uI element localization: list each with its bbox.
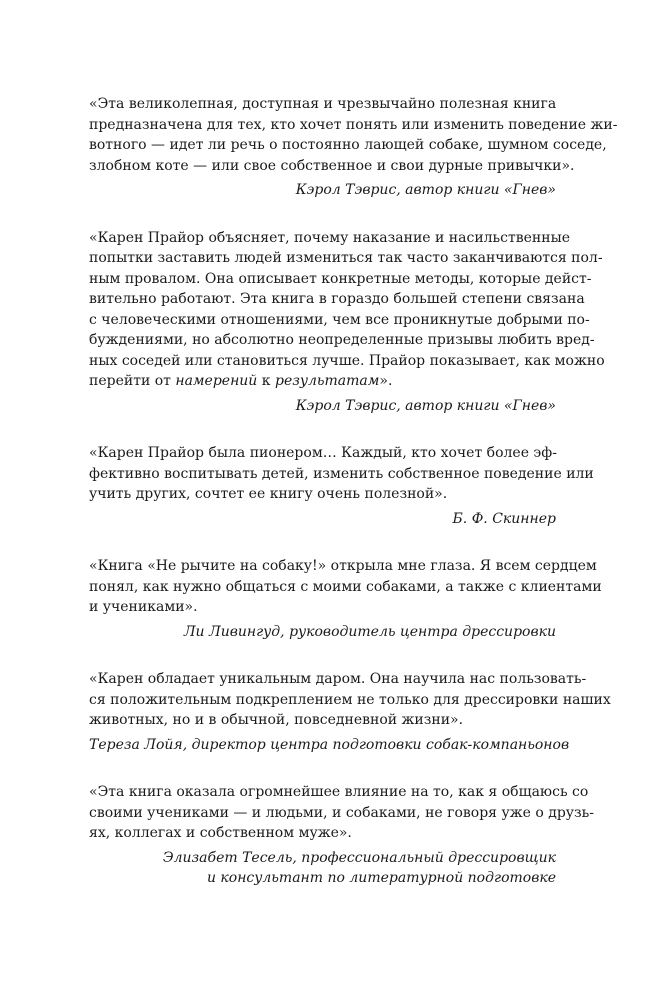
quote-line: «Эта великолепная, доступная и чрезвычайно полезная книга	[89, 96, 557, 112]
quote-line: вительно работают. Эта книга в гораздо большей степени связана	[89, 291, 585, 307]
quote-line: ным провалом. Она описывает конкретные методы, которые дейст-	[89, 270, 592, 287]
quote-block	[89, 228, 605, 417]
quote-line: животных, но и в обычной, повседневной жизни».	[89, 712, 464, 728]
quote-line: своими учениками — и людьми, и собаками, не говоря уже о друзь-	[89, 804, 595, 821]
quote-text	[89, 556, 602, 618]
quote-line: «Эта книга оказала огромнейшее влияние на то, как я общаюсь со	[89, 784, 589, 800]
quote-line: «Карен обладает уникальным даром. Она научила нас пользовать-	[89, 671, 587, 687]
quote-line: предназначена для тех, кто хочет понять или изменить поведение жи-	[89, 116, 618, 133]
quote-text	[89, 94, 618, 176]
attribution-line: Тереза Лойя, директор центра подготовки собак-компаньонов	[89, 736, 570, 753]
quote-block	[89, 94, 618, 201]
quote-line: ся положительным подкреплением не только для дрессировки наших	[89, 691, 611, 708]
quote-line: «Карен Прайор была пионером… Каждый, кто хочет более эф-	[89, 445, 557, 461]
quote-block	[89, 556, 602, 642]
quote-attribution	[89, 848, 556, 889]
quote-line	[89, 371, 556, 392]
emphasis-intentions: намерений	[175, 373, 258, 389]
quote-text	[89, 443, 594, 505]
attribution-line: Б. Ф. Скиннер	[452, 510, 556, 527]
quote-line: ях, коллегах и собственном муже».	[89, 825, 352, 841]
quote-line: «Карен Прайор объясняет, почему наказание и насильственные	[89, 229, 571, 246]
quote-attribution	[89, 509, 556, 530]
quote-line: буждениями, но абсолютно неопределенные призывы любить вред-	[89, 332, 595, 348]
quote-line: учить других, сочтет ее книгу очень полезной».	[89, 486, 448, 502]
quote-line: злобном коте — или свое собственное и свои дурные привычки».	[89, 157, 575, 174]
quote-text	[89, 669, 611, 731]
attribution-line: Кэрол Тэврис, автор книги «Гнев»	[295, 397, 556, 414]
quote-line: фективно воспитывать детей, изменить собственное поведение или	[89, 465, 594, 482]
quote-line-segment: перейти от	[89, 373, 176, 389]
quote-attribution	[89, 180, 556, 201]
quote-attribution	[89, 396, 556, 417]
attribution-line: Элизабет Тесель, профессиональный дрессировщик	[162, 849, 556, 866]
quote-text	[89, 228, 605, 392]
quote-line: вотного — идет ли речь о постоянно лающей собаке, шумном соседе,	[89, 137, 607, 153]
quote-block	[89, 669, 611, 755]
quote-text	[89, 782, 595, 844]
endorsements-page	[89, 94, 618, 916]
attribution-line: Кэрол Тэврис, автор книги «Гнев»	[295, 182, 556, 198]
quote-line: и учениками».	[89, 599, 198, 615]
quote-line: «Книга «Не рычите на собаку!» открыла мне глаза. Я всем сердцем	[89, 558, 597, 574]
quote-attribution	[89, 622, 556, 643]
quote-block	[89, 443, 594, 529]
quote-line-segment: ».	[379, 373, 393, 389]
quote-attribution	[89, 735, 570, 756]
quote-line: с человеческими отношениями, чем все проникнутые добрыми по-	[89, 311, 590, 328]
emphasis-results: результатам	[274, 373, 380, 389]
quote-block	[89, 782, 595, 889]
quote-line: ных соседей или становиться лучше. Прайор показывает, как можно	[89, 352, 605, 369]
quote-line: попытки заставить людей измениться так часто заканчиваются пол-	[89, 250, 603, 266]
quote-line: понял, как нужно общаться с моими собаками, а также с клиентами	[89, 578, 602, 595]
attribution-line: и консультант по литературной подготовке	[206, 870, 556, 886]
quote-line-segment: к	[257, 373, 275, 389]
attribution-line: Ли Ливингуд, руководитель центра дрессировки	[183, 623, 556, 640]
